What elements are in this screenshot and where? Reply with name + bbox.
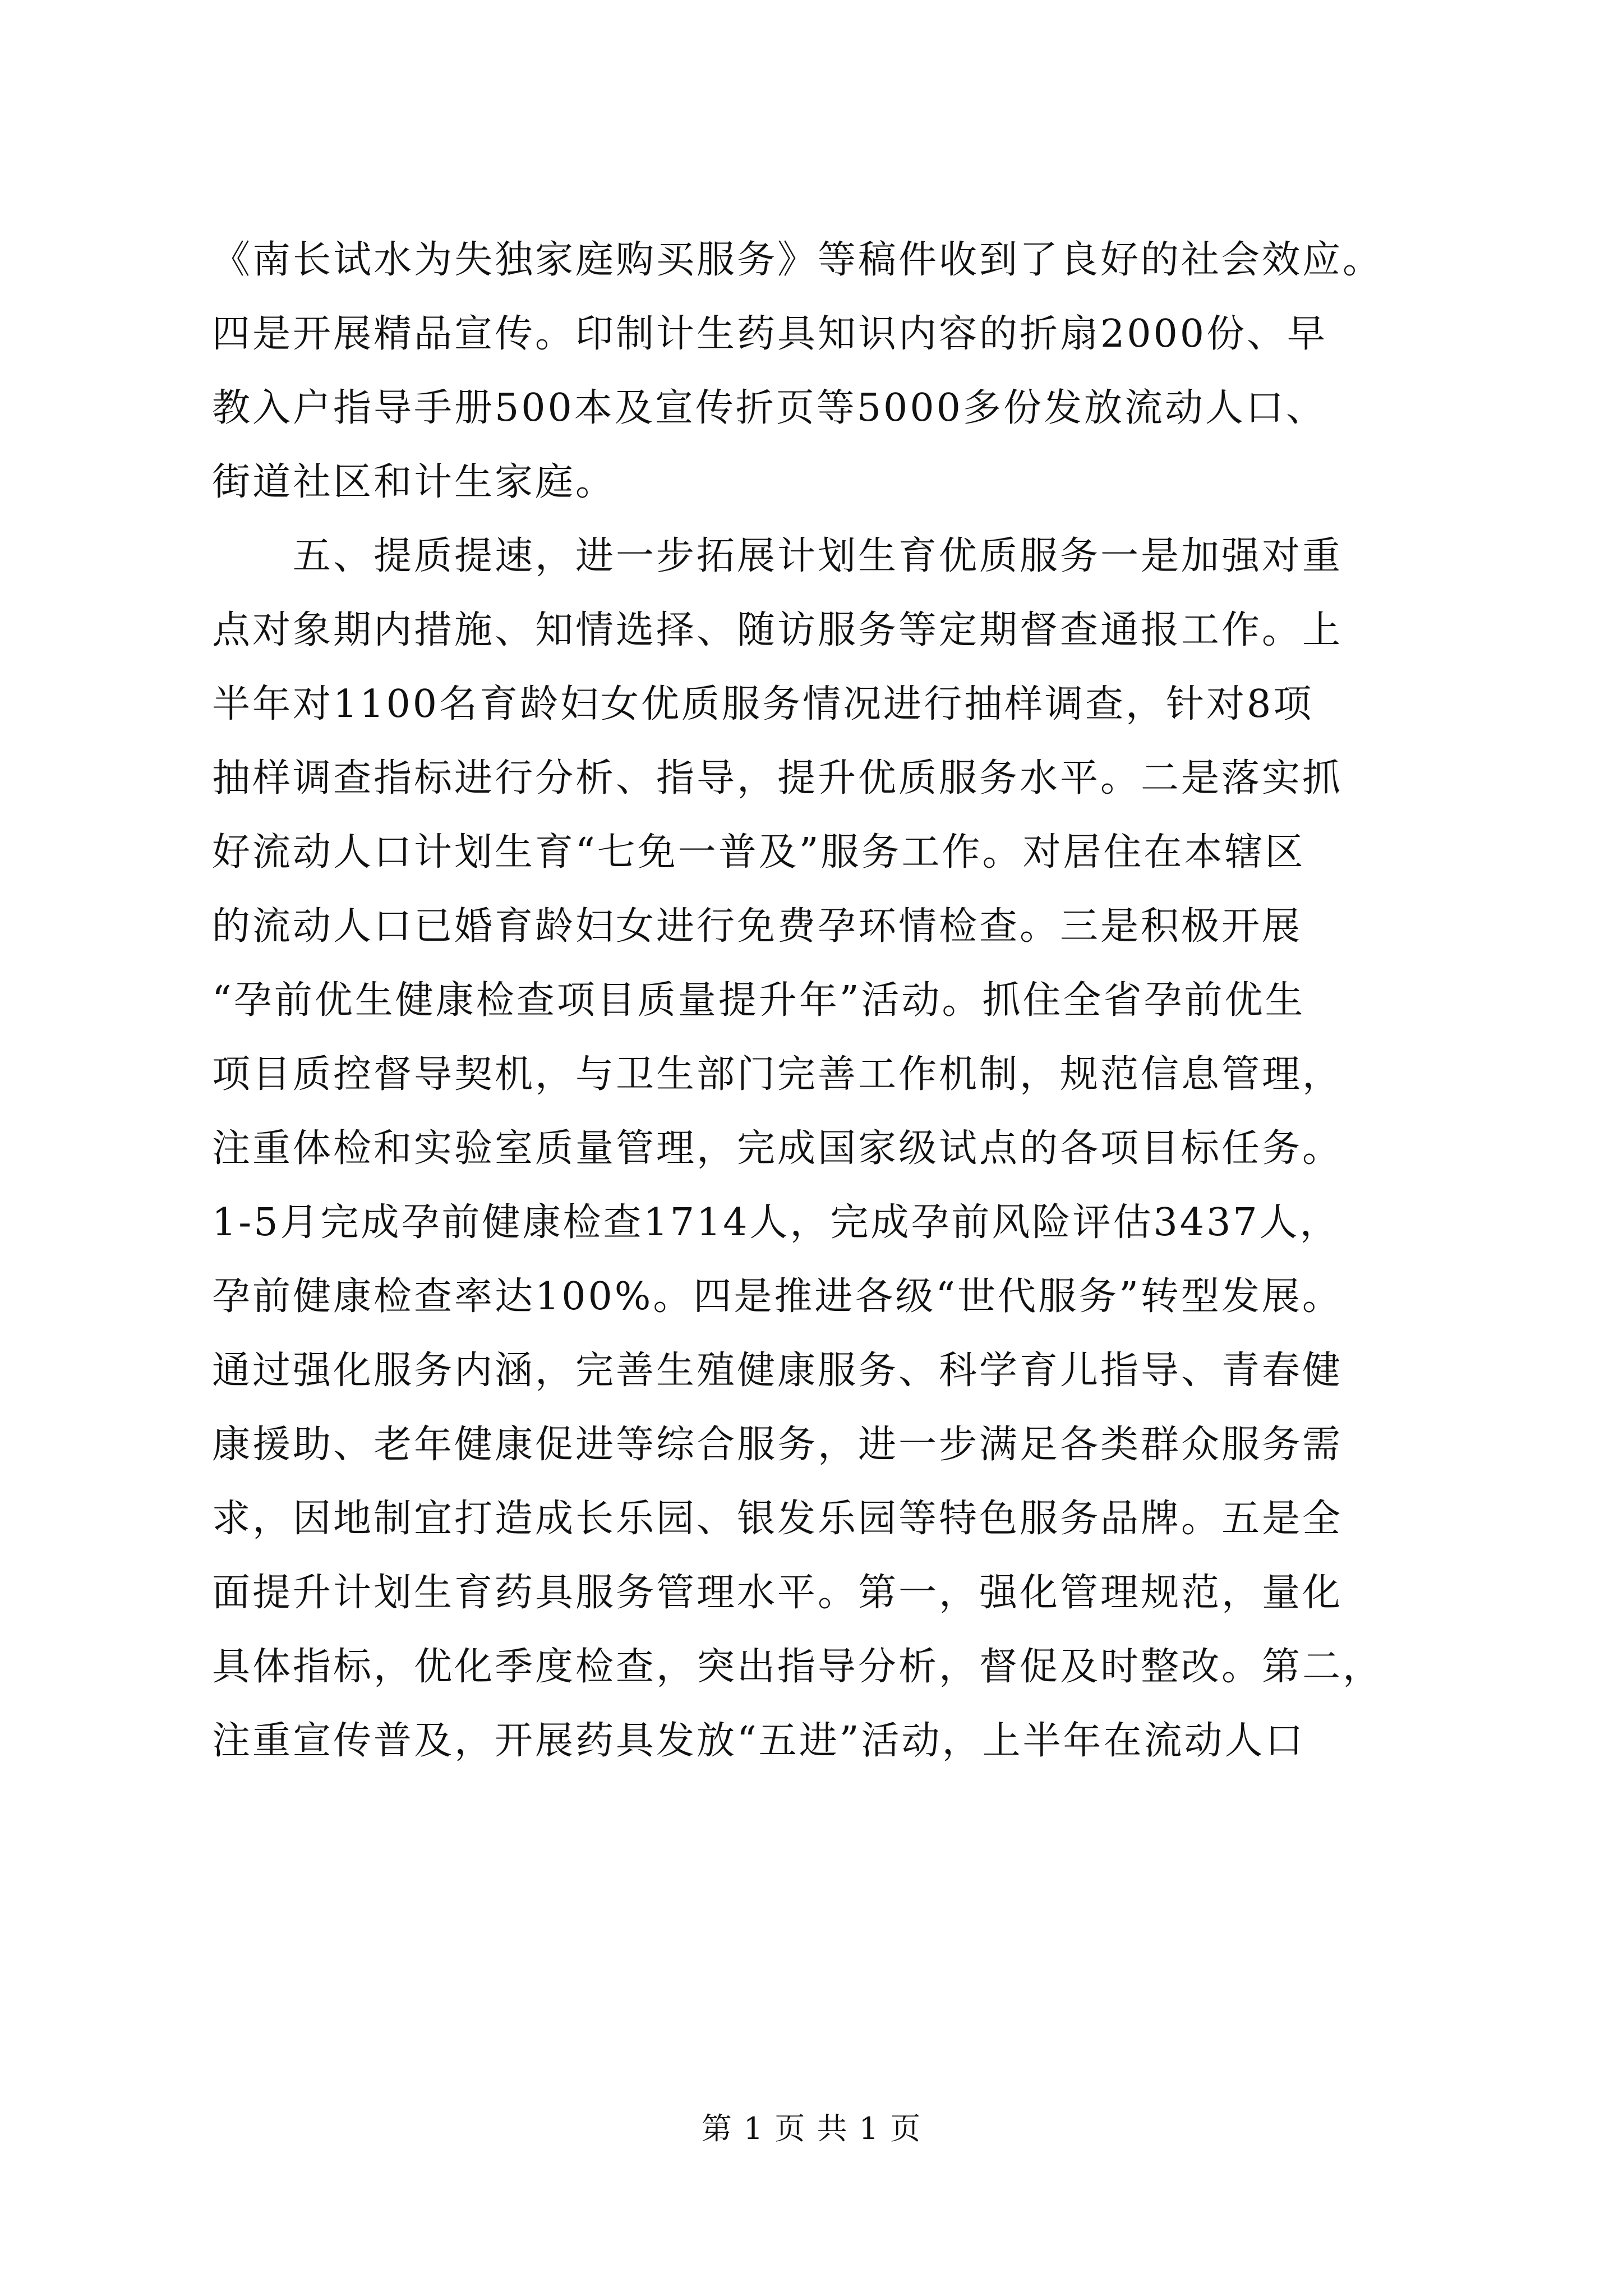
text-line: 注重宣传普及，开展药具发放“五进”活动，上半年在流动人口 [212,1719,1306,1763]
text-line: 四是开展精品宣传。印制计生药具知识内容的折扇2000份、早 [212,312,1328,356]
text-line: 面提升计划生育药具服务管理水平。第一，强化管理规范，量化 [212,1571,1343,1615]
text-line: 五、提质提速，进一步拓展计划生育优质服务一是加强对重 [212,534,1343,578]
page-number-footer: 第 1 页 共 1 页 [701,2111,922,2146]
text-line: 项目质控督导契机，与卫生部门完善工作机制，规范信息管理， [212,1052,1343,1097]
text-line: “孕前优生健康检查项目质量提升年”活动。抓住全省孕前优生 [212,978,1306,1023]
text-line: 点对象期内措施、知情选择、随访服务等定期督查通报工作。上 [212,608,1343,652]
text-line: 半年对1100名育龄妇女优质服务情况进行抽样调查，针对8项 [212,682,1314,726]
text-line: 的流动人口已婚育龄妇女进行免费孕环情检查。三是积极开展 [212,904,1303,949]
text-line: 《南长试水为失独家庭购买服务》等稿件收到了良好的社会效应。 [212,238,1384,282]
text-line: 康援助、老年健康促进等综合服务，进一步满足各类群众服务需 [212,1423,1343,1467]
text-line: 通过强化服务内涵，完善生殖健康服务、科学育儿指导、青春健 [212,1349,1343,1393]
text-line: 抽样调查指标进行分析、指导，提升优质服务水平。二是落实抓 [212,756,1343,800]
text-line: 1-5月完成孕前健康检查1714人，完成孕前风险评估3437人， [212,1200,1340,1245]
text-line: 街道社区和计生家庭。 [212,460,616,504]
text-line: 具体指标，优化季度检查，突出指导分析，督促及时整改。第二， [212,1645,1384,1689]
text-line: 教入户指导手册500本及宣传折页等5000多份发放流动人口、 [212,386,1326,430]
text-line: 注重体检和实验室质量管理，完成国家级试点的各项目标任务。 [212,1126,1343,1171]
text-line: 孕前健康检查率达100%。四是推进各级“世代服务”转型发展。 [212,1274,1343,1319]
text-line: 求，因地制宜打造成长乐园、银发乐园等特色服务品牌。五是全 [212,1497,1343,1541]
text-line: 好流动人口计划生育“七免一普及”服务工作。对居住在本辖区 [212,830,1306,875]
